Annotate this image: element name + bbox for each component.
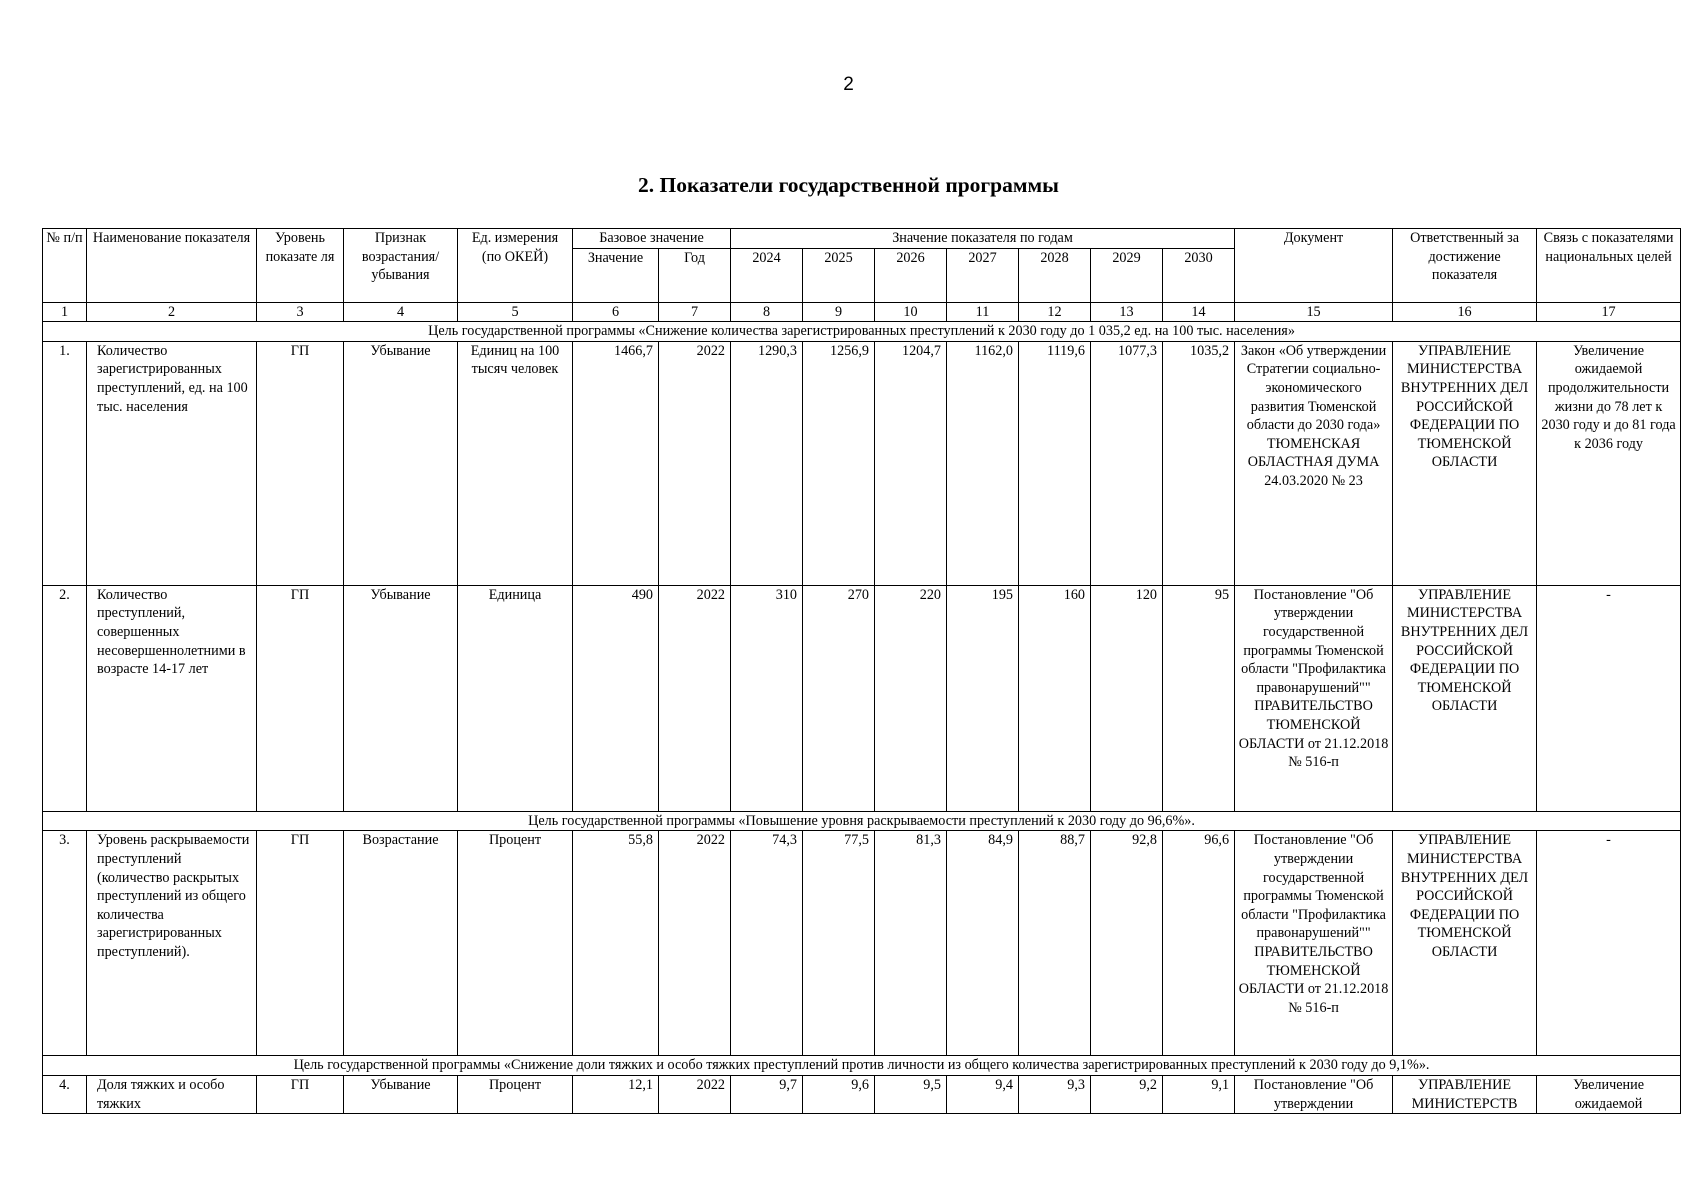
cell-responsible: УПРАВЛЕНИЕ МИНИСТЕРСТВА ВНУТРЕННИХ ДЕЛ РОССИЙСКОЙ ФЕДЕРАЦИИ ПО ТЮМЕНСКОЙ ОБЛАСТИ bbox=[1393, 831, 1537, 1056]
cell-num: 3. bbox=[43, 831, 87, 1056]
goal-row bbox=[43, 322, 1681, 342]
indicators-table bbox=[42, 228, 1681, 1114]
cell-base-value: 12,1 bbox=[573, 1075, 659, 1113]
cell-value: 220 bbox=[875, 585, 947, 811]
goal-text: Цель государственной программы «Снижение доли тяжких и особо тяжких преступлений против личности из общего количества зарегистрированных преступлений к 2030 году до 9,1%». bbox=[43, 1056, 1681, 1076]
header-base-group: Базовое значение bbox=[573, 229, 731, 249]
column-number: 10 bbox=[875, 302, 947, 322]
cell-value: 1162,0 bbox=[947, 341, 1019, 585]
column-number: 17 bbox=[1537, 302, 1681, 322]
cell-value: 270 bbox=[803, 585, 875, 811]
cell-document: Постановление "Об утверждении bbox=[1235, 1075, 1393, 1113]
cell-responsible: УПРАВЛЕНИЕ МИНИСТЕРСТВА ВНУТРЕННИХ ДЕЛ РОССИЙСКОЙ ФЕДЕРАЦИИ ПО ТЮМЕНСКОЙ ОБЛАСТИ bbox=[1393, 341, 1537, 585]
column-number: 11 bbox=[947, 302, 1019, 322]
header-link: Связь с показателями национальных целей bbox=[1537, 229, 1681, 303]
page-number: 2 bbox=[843, 74, 854, 95]
table-row bbox=[43, 1075, 1681, 1113]
cell-unit: Единица bbox=[458, 585, 573, 811]
cell-value: 9,6 bbox=[803, 1075, 875, 1113]
table-row bbox=[43, 585, 1681, 811]
cell-name: Уровень раскрываемости преступлений (количество раскрытых преступлений из общего количества зарегистрированных преступлений). bbox=[87, 831, 257, 1056]
cell-sign: Убывание bbox=[344, 341, 458, 585]
column-number: 6 bbox=[573, 302, 659, 322]
header-responsible: Ответственный за достижение показателя bbox=[1393, 229, 1537, 303]
cell-name: Количество преступлений, совершенных несовершеннолетними в возрасте 14-17 лет bbox=[87, 585, 257, 811]
table-row bbox=[43, 831, 1681, 1056]
goal-row bbox=[43, 811, 1681, 831]
column-number: 2 bbox=[87, 302, 257, 322]
cell-base-value: 55,8 bbox=[573, 831, 659, 1056]
header-base-value: Значение bbox=[573, 248, 659, 302]
cell-link: - bbox=[1537, 831, 1681, 1056]
cell-value: 1077,3 bbox=[1091, 341, 1163, 585]
goal-text: Цель государственной программы «Повышение уровня раскрываемости преступлений к 2030 году до 96,6%». bbox=[43, 811, 1681, 831]
column-number: 4 bbox=[344, 302, 458, 322]
column-number: 13 bbox=[1091, 302, 1163, 322]
cell-value: 9,1 bbox=[1163, 1075, 1235, 1113]
header-year: 2027 bbox=[947, 248, 1019, 302]
cell-sign: Убывание bbox=[344, 585, 458, 811]
column-number: 1 bbox=[43, 302, 87, 322]
cell-value: 81,3 bbox=[875, 831, 947, 1056]
cell-responsible: УПРАВЛЕНИЕ МИНИСТЕРСТВА ВНУТРЕННИХ ДЕЛ РОССИЙСКОЙ ФЕДЕРАЦИИ ПО ТЮМЕНСКОЙ ОБЛАСТИ bbox=[1393, 585, 1537, 811]
cell-responsible: УПРАВЛЕНИЕ МИНИСТЕРСТВ bbox=[1393, 1075, 1537, 1113]
column-number: 3 bbox=[257, 302, 344, 322]
header-name: Наименование показателя bbox=[87, 229, 257, 303]
header-year: 2026 bbox=[875, 248, 947, 302]
cell-num: 2. bbox=[43, 585, 87, 811]
header-sign: Признак возрастания/ убывания bbox=[344, 229, 458, 303]
header-year: 2024 bbox=[731, 248, 803, 302]
table-row bbox=[43, 341, 1681, 585]
cell-value: 1256,9 bbox=[803, 341, 875, 585]
cell-value: 9,4 bbox=[947, 1075, 1019, 1113]
cell-base-year: 2022 bbox=[659, 1075, 731, 1113]
cell-link: Увеличение ожидаемой продолжительности жизни до 78 лет к 2030 году и до 81 года к 2036 году bbox=[1537, 341, 1681, 585]
cell-sign: Убывание bbox=[344, 1075, 458, 1113]
cell-value: 95 bbox=[1163, 585, 1235, 811]
header-unit: Ед. измерения (по ОКЕЙ) bbox=[458, 229, 573, 303]
column-number-row bbox=[43, 302, 1681, 322]
cell-level: ГП bbox=[257, 585, 344, 811]
cell-value: 120 bbox=[1091, 585, 1163, 811]
cell-link: - bbox=[1537, 585, 1681, 811]
cell-document: Постановление "Об утверждении государственной программы Тюменской области "Профилактика правонарушений"" ПРАВИТЕЛЬСТВО ТЮМЕНСКОЙ ОБЛАСТИ от 21.12.2018 № 516-п bbox=[1235, 831, 1393, 1056]
cell-level: ГП bbox=[257, 341, 344, 585]
cell-base-value: 1466,7 bbox=[573, 341, 659, 585]
cell-unit: Единиц на 100 тысяч человек bbox=[458, 341, 573, 585]
header-years-group: Значение показателя по годам bbox=[731, 229, 1235, 249]
cell-value: 74,3 bbox=[731, 831, 803, 1056]
cell-name: Доля тяжких и особо тяжких bbox=[87, 1075, 257, 1113]
cell-base-year: 2022 bbox=[659, 585, 731, 811]
cell-unit: Процент bbox=[458, 831, 573, 1056]
cell-value: 160 bbox=[1019, 585, 1091, 811]
cell-num: 4. bbox=[43, 1075, 87, 1113]
column-number: 16 bbox=[1393, 302, 1537, 322]
cell-name: Количество зарегистрированных преступлений, ед. на 100 тыс. населения bbox=[87, 341, 257, 585]
header-year: 2025 bbox=[803, 248, 875, 302]
cell-value: 1119,6 bbox=[1019, 341, 1091, 585]
cell-value: 9,5 bbox=[875, 1075, 947, 1113]
cell-level: ГП bbox=[257, 1075, 344, 1113]
cell-value: 310 bbox=[731, 585, 803, 811]
cell-level: ГП bbox=[257, 831, 344, 1056]
column-number: 9 bbox=[803, 302, 875, 322]
header-year: 2028 bbox=[1019, 248, 1091, 302]
cell-value: 9,7 bbox=[731, 1075, 803, 1113]
cell-document: Постановление "Об утверждении государственной программы Тюменской области "Профилактика правонарушений"" ПРАВИТЕЛЬСТВО ТЮМЕНСКОЙ ОБЛАСТИ от 21.12.2018 № 516-п bbox=[1235, 585, 1393, 811]
header-year: 2030 bbox=[1163, 248, 1235, 302]
cell-value: 1204,7 bbox=[875, 341, 947, 585]
column-number: 5 bbox=[458, 302, 573, 322]
header-num: № п/п bbox=[43, 229, 87, 303]
cell-value: 92,8 bbox=[1091, 831, 1163, 1056]
cell-value: 84,9 bbox=[947, 831, 1019, 1056]
cell-num: 1. bbox=[43, 341, 87, 585]
goal-row bbox=[43, 1056, 1681, 1076]
header-row-1 bbox=[43, 229, 1681, 249]
cell-value: 1290,3 bbox=[731, 341, 803, 585]
header-document: Документ bbox=[1235, 229, 1393, 303]
page-title: 2. Показатели государственной программы bbox=[638, 173, 1059, 197]
column-number: 12 bbox=[1019, 302, 1091, 322]
cell-document: Закон «Об утверждении Стратегии социально-экономического развития Тюменской области до 2030 года» ТЮМЕНСКАЯ ОБЛАСТНАЯ ДУМА 24.03.2020 № 23 bbox=[1235, 341, 1393, 585]
column-number: 8 bbox=[731, 302, 803, 322]
column-number: 14 bbox=[1163, 302, 1235, 322]
cell-base-year: 2022 bbox=[659, 831, 731, 1056]
cell-base-year: 2022 bbox=[659, 341, 731, 585]
cell-value: 88,7 bbox=[1019, 831, 1091, 1056]
cell-value: 1035,2 bbox=[1163, 341, 1235, 585]
header-year: 2029 bbox=[1091, 248, 1163, 302]
cell-unit: Процент bbox=[458, 1075, 573, 1113]
cell-link: Увеличение ожидаемой bbox=[1537, 1075, 1681, 1113]
cell-base-value: 490 bbox=[573, 585, 659, 811]
cell-value: 195 bbox=[947, 585, 1019, 811]
cell-value: 96,6 bbox=[1163, 831, 1235, 1056]
column-number: 7 bbox=[659, 302, 731, 322]
cell-value: 9,2 bbox=[1091, 1075, 1163, 1113]
header-level: Уровень показате ля bbox=[257, 229, 344, 303]
goal-text: Цель государственной программы «Снижение количества зарегистрированных преступлений к 2030 году до 1 035,2 ед. на 100 тыс. населения» bbox=[43, 322, 1681, 342]
cell-value: 77,5 bbox=[803, 831, 875, 1056]
cell-value: 9,3 bbox=[1019, 1075, 1091, 1113]
column-number: 15 bbox=[1235, 302, 1393, 322]
header-base-year: Год bbox=[659, 248, 731, 302]
cell-sign: Возрастание bbox=[344, 831, 458, 1056]
